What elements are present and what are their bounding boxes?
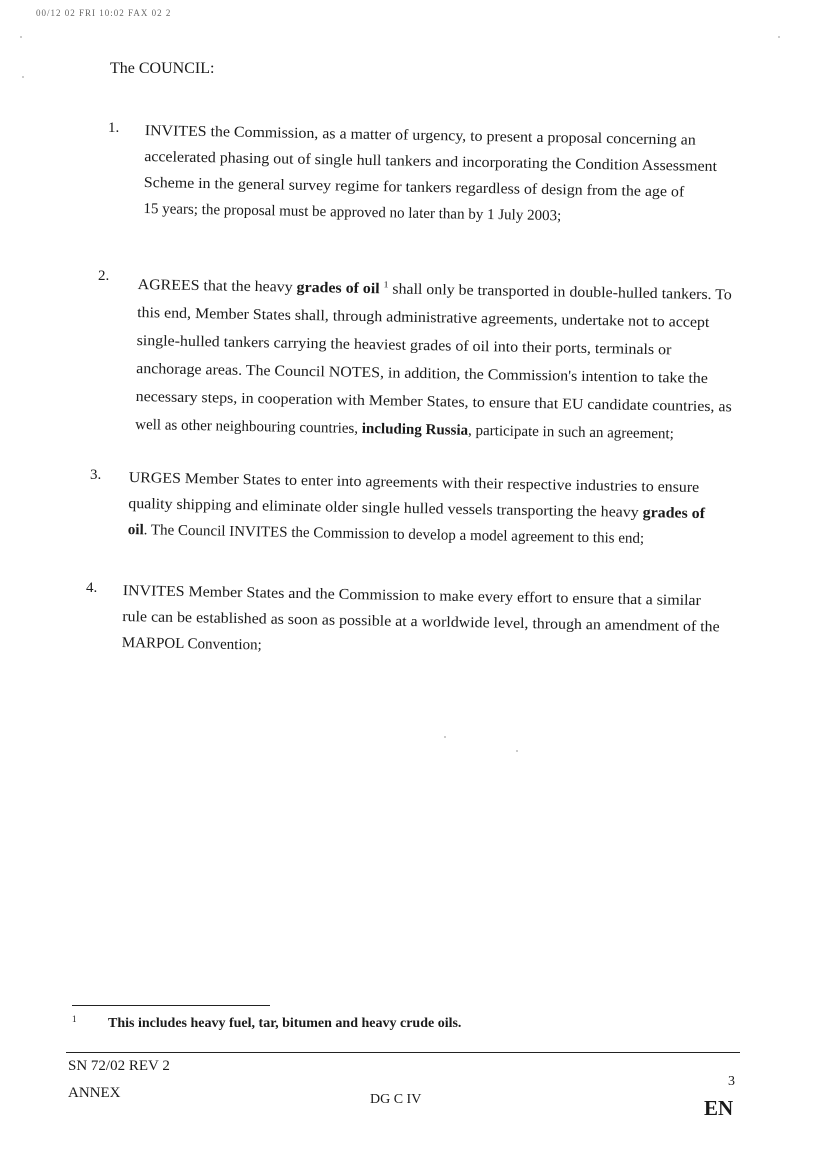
text-run: MARPOL Convention; <box>121 634 262 654</box>
text-run: 15 years; the proposal must be approved no later than by 1 July 2003; <box>143 200 562 225</box>
text-run: anchorage areas. The Council NOTES, in addition, the Commission's intention to take the <box>136 360 709 387</box>
footnote-divider <box>72 1005 270 1006</box>
scan-speck <box>20 36 22 38</box>
text-run: single-hulled tankers carrying the heaviest grades of oil into their ports, terminals or <box>136 332 672 359</box>
footnote-mark: 1 <box>72 1014 77 1024</box>
text-run: accelerated phasing out of single hull tankers and incorporating the Condition Assessment <box>144 148 718 175</box>
text-run: . The Council INVITES the Commission to develop a model agreement to this end; <box>143 522 645 548</box>
item-paragraph <box>135 266 732 449</box>
scan-speck <box>516 750 518 752</box>
item-paragraph <box>121 578 720 666</box>
footnote-reference: 1 <box>383 279 389 290</box>
text-run: shall only be transported in double-hulled tankers. To <box>388 281 732 304</box>
bold-text: grades of oil <box>296 279 380 298</box>
footer-divider <box>66 1052 740 1053</box>
text-run: AGREES that the heavy <box>137 276 297 296</box>
scan-speck <box>444 736 446 738</box>
text-run: this end, Member States shall, through administrative agreements, undertake not to accept <box>137 304 710 331</box>
directorate-label: DG C IV <box>370 1092 422 1107</box>
language-code: EN <box>704 1096 734 1120</box>
item-paragraph <box>127 465 706 552</box>
page-number: 3 <box>728 1074 735 1089</box>
text-run: rule can be established as soon as possible at a worldwide level, through an amendment of the <box>122 608 720 636</box>
text-run: necessary steps, in cooperation with Member States, to ensure that EU candidate countries, as <box>135 388 732 416</box>
bold-text: including Russia <box>361 420 469 439</box>
scan-speck <box>22 76 24 78</box>
text-run: , participate in such an agreement; <box>467 422 674 443</box>
item-number: 1. <box>108 120 120 136</box>
text-run: URGES Member States to enter into agreements with their respective industries to ensure <box>128 469 700 496</box>
item-number: 2. <box>98 268 110 284</box>
text-run: well as other neighbouring countries, <box>135 416 362 437</box>
scan-speck <box>778 36 780 38</box>
item-paragraph <box>143 118 718 231</box>
text-run: INVITES Member States and the Commission to make every effort to ensure that a similar <box>122 582 701 610</box>
footnote-text: This includes heavy fuel, tar, bitumen and heavy crude oils. <box>108 1016 462 1031</box>
text-run: INVITES the Commission, as a matter of urgency, to present a proposal concerning an <box>144 122 696 149</box>
item-number: 3. <box>90 467 102 483</box>
document-reference: SN 72/02 REV 2 <box>68 1058 170 1074</box>
item-number: 4. <box>86 580 98 596</box>
text-run: quality shipping and eliminate older single hulled vessels transporting the heavy <box>128 495 643 521</box>
annex-label: ANNEX <box>68 1085 121 1101</box>
fax-header: 00/12 02 FRI 10:02 FAX 02 2 <box>36 8 172 18</box>
bold-text: grades of <box>642 504 706 523</box>
bold-text: oil <box>127 521 144 539</box>
text-run: Scheme in the general survey regime for tankers regardless of design from the age of <box>143 174 685 201</box>
intro-heading: The COUNCIL: <box>110 60 215 77</box>
